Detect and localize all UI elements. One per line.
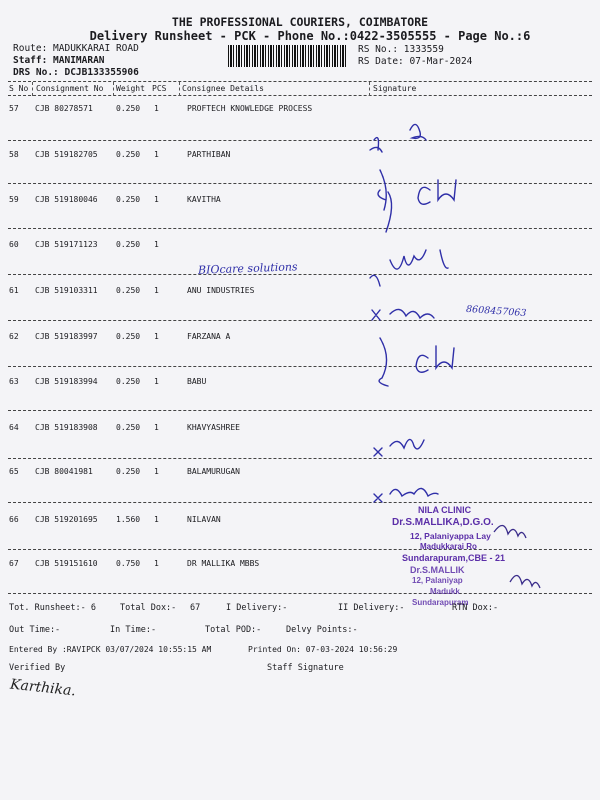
row-consignee: PROFTECH KNOWLEDGE PROCESS <box>187 104 313 113</box>
staff-label: Staff: MANIMARAN <box>13 55 105 66</box>
total-dox-value: 67 <box>190 603 201 613</box>
stamp-doctor-name: Dr.S.MALLIK <box>410 565 465 575</box>
entered-by: Entered By :RAVIPCK 03/07/2024 10:55:15 AM <box>9 645 212 654</box>
signature-row64 <box>374 439 424 456</box>
signature-row58 <box>418 180 456 204</box>
signature-row57 <box>370 138 382 152</box>
row-consignee: BABU <box>187 377 207 386</box>
row-pcs: 1 <box>154 515 159 524</box>
col-divider <box>32 82 33 96</box>
row-pcs: 1 <box>154 423 159 432</box>
signature-row57 <box>410 124 426 140</box>
handwritten-phone-row61: 8608457063 <box>465 303 527 320</box>
stamp-address: Sundarapuram <box>412 598 469 607</box>
column-header-pcs: PCS <box>152 84 167 93</box>
runsheet-subtitle: Delivery Runsheet - PCK - Phone No.:0422-3505555 - Page No.:6 <box>89 29 531 43</box>
row-consignment: CJB 519151610 <box>35 559 98 568</box>
row-consignment: CJB 519182705 <box>35 150 98 159</box>
row-consignment: CJB 519201695 <box>35 515 98 524</box>
in-time-label: In Time:- <box>110 625 157 635</box>
row-sno: 61 <box>9 286 19 295</box>
row-weight: 0.250 <box>116 286 141 295</box>
rtn-dox-label: RTN Dox:- <box>452 603 499 613</box>
column-header-weight: Weight <box>116 84 145 93</box>
col-divider <box>113 82 114 96</box>
row-weight: 0.250 <box>116 150 141 159</box>
stamp-clinic-name: NILA CLINIC <box>418 505 472 515</box>
row-pcs: 1 <box>154 332 159 341</box>
signature-row63 <box>379 338 454 386</box>
row-sno: 62 <box>9 332 19 341</box>
row-consignment: CJB 80041981 <box>35 467 93 476</box>
row-consignee: BALAMURUGAN <box>187 467 240 476</box>
row-sno: 60 <box>9 240 19 249</box>
doctor-signature <box>490 510 560 610</box>
row-weight: 0.250 <box>116 332 141 341</box>
stamp-address: 12, Palaniyap <box>412 576 463 585</box>
total-pod-label: Total POD:- <box>205 625 262 635</box>
row-pcs: 1 <box>154 467 159 476</box>
row-consignee: FARZANA A <box>187 332 231 341</box>
row-weight: 0.250 <box>116 104 141 113</box>
row-weight: 0.250 <box>116 240 141 249</box>
row-weight: 0.250 <box>116 377 141 386</box>
barcode <box>228 45 348 67</box>
stamp-address: 12, Palaniyappa Lay <box>410 531 491 541</box>
stamp-address: Madukk <box>430 587 460 596</box>
row-pcs: 1 <box>154 150 159 159</box>
printed-on: Printed On: 07-03-2024 10:56:29 <box>248 645 398 654</box>
row-sno: 57 <box>9 104 19 113</box>
stamp-doctor-name: Dr.S.MALLIKA,D.G.O. <box>392 517 494 528</box>
rs-number: RS No.: 1333559 <box>358 44 444 55</box>
row-weight: 1.560 <box>116 515 141 524</box>
handwritten-signatures <box>360 110 600 530</box>
row-pcs: 1 <box>154 240 159 249</box>
route-label: Route: MADUKKARAI ROAD <box>13 43 139 54</box>
verified-by-label: Verified By <box>9 663 66 673</box>
col-divider <box>369 82 370 96</box>
column-header-consignment: Consignment No <box>36 84 104 93</box>
row-consignee: DR MALLIKA MBBS <box>187 559 260 568</box>
row-pcs: 1 <box>154 377 159 386</box>
row-consignment: CJB 519183997 <box>35 332 98 341</box>
row-pcs: 1 <box>154 286 159 295</box>
row-sno: 65 <box>9 467 19 476</box>
row-consignee: KHAVYASHREE <box>187 423 240 432</box>
verifier-signature: Karthika. <box>9 676 77 700</box>
row-pcs: 1 <box>154 104 159 113</box>
i-delivery-label: I Delivery:- <box>226 603 288 613</box>
stamp-address: Sundarapuram,CBE - 21 <box>402 553 506 563</box>
row-weight: 0.250 <box>116 195 141 204</box>
row-consignment: CJB 519183994 <box>35 377 98 386</box>
row-pcs: 1 <box>154 559 159 568</box>
signature-row61 <box>372 309 434 320</box>
row-consignee: NILAVAN <box>187 515 221 524</box>
delvy-points-label: Delvy Points:- <box>286 625 358 635</box>
staff-signature-label: Staff Signature <box>267 663 344 673</box>
row-consignee: PARTHIBAN <box>187 150 231 159</box>
rs-date: RS Date: 07-Mar-2024 <box>358 56 473 67</box>
row-consignee: KAVITHA <box>187 195 221 204</box>
column-header-signature: Signature <box>373 84 417 93</box>
stamp-address: Madukkarai Ro <box>420 542 477 551</box>
header-bottom-rule <box>8 95 592 96</box>
table-top-rule <box>8 81 592 82</box>
row-pcs: 1 <box>154 195 159 204</box>
column-header-consignee: Consignee Details <box>182 84 264 93</box>
signature-row65 <box>374 488 438 502</box>
ii-delivery-label: II Delivery:- <box>338 603 405 613</box>
row-consignee: ANU INDUSTRIES <box>187 286 255 295</box>
row-weight: 0.250 <box>116 467 141 476</box>
row-consignment: CJB 519183908 <box>35 423 98 432</box>
row-consignment: CJB 80278571 <box>35 104 93 113</box>
row-weight: 0.250 <box>116 423 141 432</box>
col-divider <box>179 82 180 96</box>
row-weight: 0.750 <box>116 559 141 568</box>
handwritten-note-row60: BIOcare solutions <box>197 260 298 277</box>
row-consignment: CJB 519171123 <box>35 240 98 249</box>
company-title: THE PROFESSIONAL COURIERS, COIMBATORE <box>171 15 429 29</box>
row-consignment: CJB 519103311 <box>35 286 98 295</box>
out-time-label: Out Time:- <box>9 625 61 635</box>
row-sno: 59 <box>9 195 19 204</box>
row-consignment: CJB 519180046 <box>35 195 98 204</box>
signature-row58 <box>378 170 386 210</box>
row-sno: 67 <box>9 559 19 568</box>
total-dox-label: Total Dox:- <box>120 603 177 613</box>
row-sno: 66 <box>9 515 19 524</box>
signature-row60 <box>370 250 448 286</box>
row-sno: 63 <box>9 377 19 386</box>
drs-number: DRS No.: DCJB133355906 <box>13 67 139 78</box>
column-header-sno: S No <box>9 84 29 93</box>
total-runsheet: Tot. Runsheet:- 6 <box>9 603 96 613</box>
row-sno: 64 <box>9 423 19 432</box>
row-sno: 58 <box>9 150 19 159</box>
